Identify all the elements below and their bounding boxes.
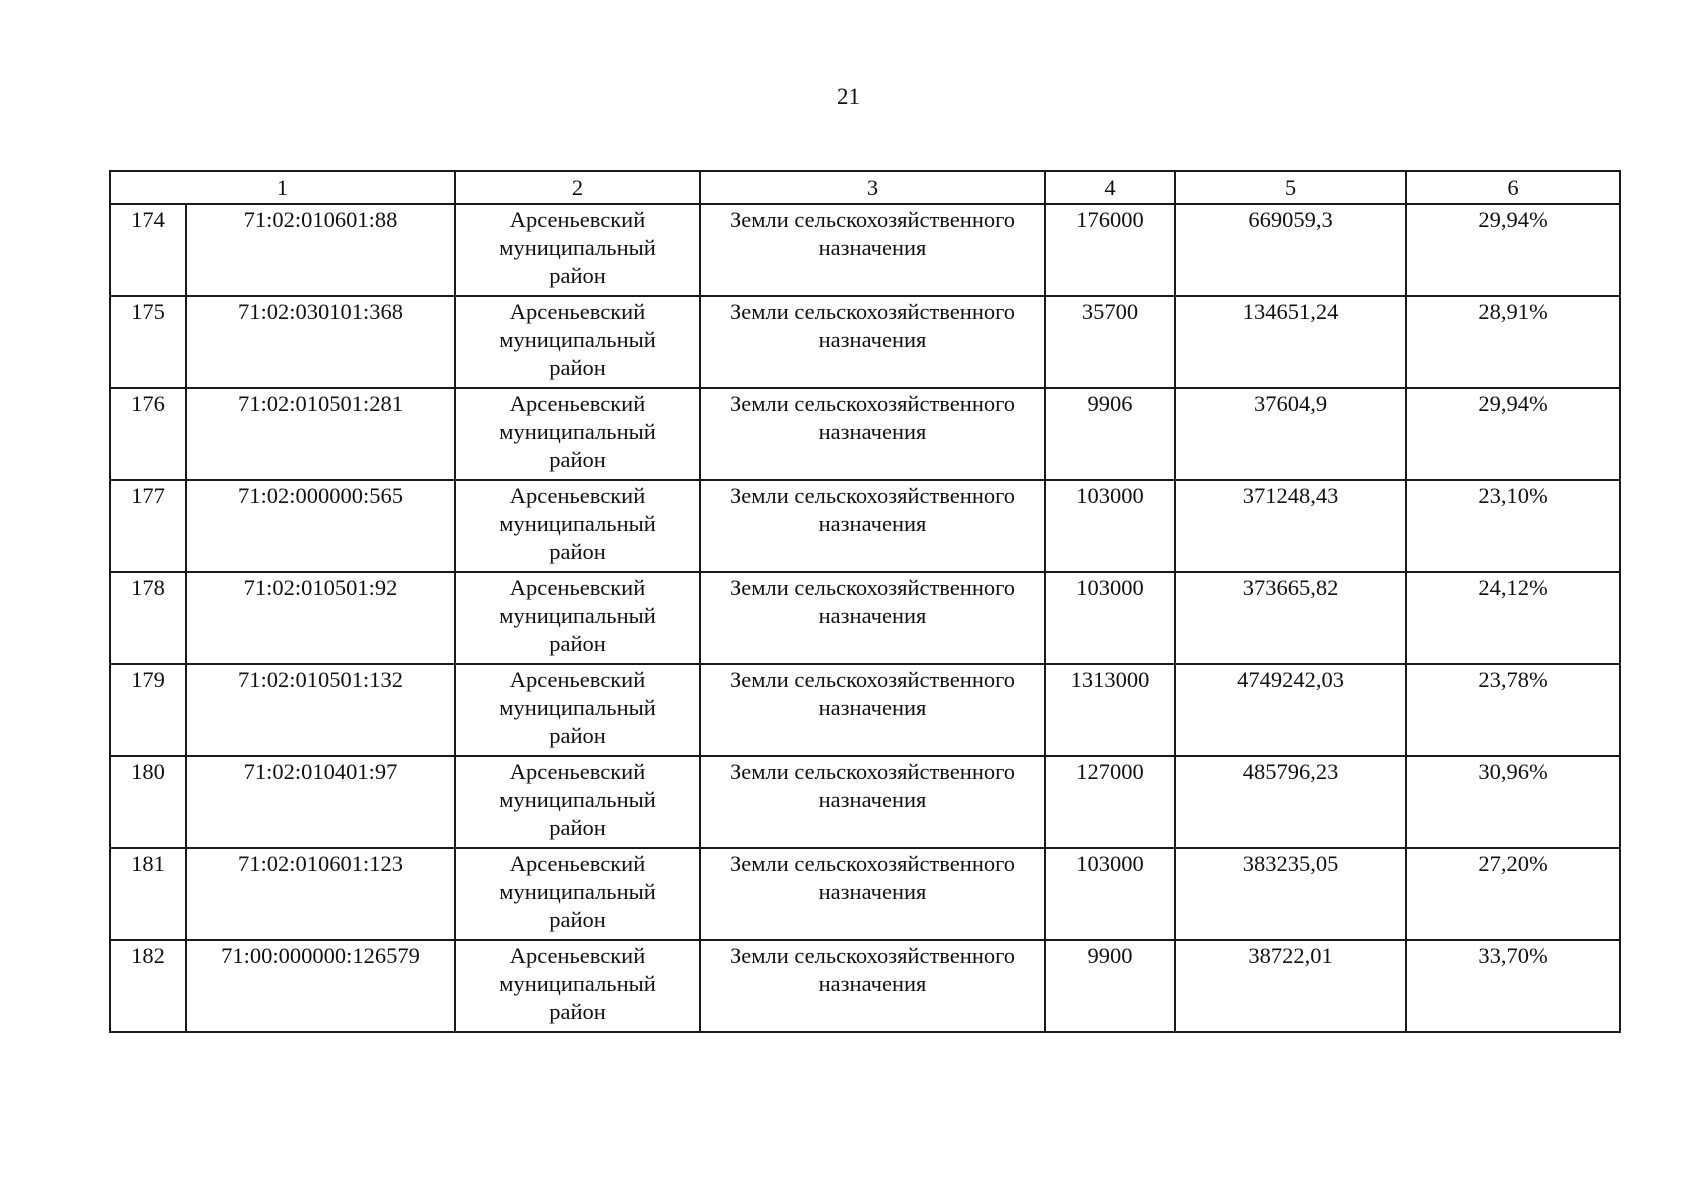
table-row xyxy=(110,664,1620,756)
cadastral-number: 71:02:000000:565 xyxy=(186,480,455,572)
district-line: район xyxy=(549,999,606,1024)
land-category-line: назначения xyxy=(818,327,927,352)
land-category-line: назначения xyxy=(818,419,927,444)
land-category-cell xyxy=(700,940,1045,1032)
land-category-cell xyxy=(700,664,1045,756)
value-cell: 371248,43 xyxy=(1175,480,1406,572)
district-line: муниципальный xyxy=(499,695,656,720)
cadastral-number: 71:02:010601:123 xyxy=(186,848,455,940)
area-cell: 176000 xyxy=(1045,204,1175,296)
row-number: 181 xyxy=(110,848,186,940)
table-body xyxy=(110,204,1620,1032)
land-category-cell xyxy=(700,572,1045,664)
land-category-line: назначения xyxy=(818,695,927,720)
percent-cell: 29,94% xyxy=(1406,204,1620,296)
district-line: муниципальный xyxy=(499,971,656,996)
district-line: район xyxy=(549,263,606,288)
table-header xyxy=(110,171,1620,204)
header-cell-2: 2 xyxy=(455,171,700,204)
percent-cell: 24,12% xyxy=(1406,572,1620,664)
district-line: Арсеньевский xyxy=(509,851,646,876)
table-row xyxy=(110,388,1620,480)
district-cell xyxy=(455,204,700,296)
row-number: 180 xyxy=(110,756,186,848)
row-number: 178 xyxy=(110,572,186,664)
percent-cell: 23,10% xyxy=(1406,480,1620,572)
table-row xyxy=(110,480,1620,572)
percent-cell: 27,20% xyxy=(1406,848,1620,940)
land-plots-table xyxy=(109,170,1621,1033)
district-line: муниципальный xyxy=(499,511,656,536)
district-line: муниципальный xyxy=(499,787,656,812)
area-cell: 9900 xyxy=(1045,940,1175,1032)
district-line: район xyxy=(549,815,606,840)
row-number: 176 xyxy=(110,388,186,480)
area-cell: 9906 xyxy=(1045,388,1175,480)
district-line: муниципальный xyxy=(499,235,656,260)
cadastral-number: 71:02:030101:368 xyxy=(186,296,455,388)
land-category-line: Земли сельскохозяйственного xyxy=(729,943,1016,968)
district-line: район xyxy=(549,723,606,748)
district-line: муниципальный xyxy=(499,879,656,904)
value-cell: 4749242,03 xyxy=(1175,664,1406,756)
area-cell: 103000 xyxy=(1045,572,1175,664)
land-category-cell xyxy=(700,756,1045,848)
district-cell xyxy=(455,940,700,1032)
land-category-cell xyxy=(700,388,1045,480)
row-number: 174 xyxy=(110,204,186,296)
cadastral-number: 71:00:000000:126579 xyxy=(186,940,455,1032)
district-cell xyxy=(455,572,700,664)
land-category-line: Земли сельскохозяйственного xyxy=(729,483,1016,508)
percent-cell: 30,96% xyxy=(1406,756,1620,848)
table-row xyxy=(110,848,1620,940)
district-line: район xyxy=(549,447,606,472)
table-row xyxy=(110,940,1620,1032)
header-cell-4: 4 xyxy=(1045,171,1175,204)
land-category-line: Земли сельскохозяйственного xyxy=(729,391,1016,416)
land-category-cell xyxy=(700,296,1045,388)
district-line: муниципальный xyxy=(499,419,656,444)
value-cell: 134651,24 xyxy=(1175,296,1406,388)
value-cell: 669059,3 xyxy=(1175,204,1406,296)
district-line: район xyxy=(549,631,606,656)
cadastral-number: 71:02:010501:92 xyxy=(186,572,455,664)
land-category-line: назначения xyxy=(818,603,927,628)
table-row xyxy=(110,572,1620,664)
land-category-line: назначения xyxy=(818,971,927,996)
area-cell: 103000 xyxy=(1045,480,1175,572)
district-line: Арсеньевский xyxy=(509,299,646,324)
land-category-line: Земли сельскохозяйственного xyxy=(729,299,1016,324)
land-category-line: Земли сельскохозяйственного xyxy=(729,207,1016,232)
cadastral-number: 71:02:010601:88 xyxy=(186,204,455,296)
table-row xyxy=(110,296,1620,388)
cadastral-number: 71:02:010501:281 xyxy=(186,388,455,480)
district-line: Арсеньевский xyxy=(509,667,646,692)
area-cell: 35700 xyxy=(1045,296,1175,388)
land-category-line: назначения xyxy=(818,879,927,904)
value-cell: 373665,82 xyxy=(1175,572,1406,664)
district-line: Арсеньевский xyxy=(509,207,646,232)
header-cell-5: 5 xyxy=(1175,171,1406,204)
land-category-line: Земли сельскохозяйственного xyxy=(729,851,1016,876)
value-cell: 37604,9 xyxy=(1175,388,1406,480)
cadastral-number: 71:02:010401:97 xyxy=(186,756,455,848)
percent-cell: 28,91% xyxy=(1406,296,1620,388)
land-category-line: Земли сельскохозяйственного xyxy=(729,575,1016,600)
district-line: муниципальный xyxy=(499,327,656,352)
land-category-line: Земли сельскохозяйственного xyxy=(729,759,1016,784)
row-number: 175 xyxy=(110,296,186,388)
land-category-line: назначения xyxy=(818,511,927,536)
percent-cell: 33,70% xyxy=(1406,940,1620,1032)
district-cell xyxy=(455,848,700,940)
table-row xyxy=(110,756,1620,848)
value-cell: 485796,23 xyxy=(1175,756,1406,848)
row-number: 182 xyxy=(110,940,186,1032)
district-cell xyxy=(455,756,700,848)
district-cell xyxy=(455,388,700,480)
land-category-cell xyxy=(700,204,1045,296)
land-category-line: Земли сельскохозяйственного xyxy=(729,667,1016,692)
value-cell: 38722,01 xyxy=(1175,940,1406,1032)
district-line: Арсеньевский xyxy=(509,483,646,508)
district-line: район xyxy=(549,355,606,380)
district-cell xyxy=(455,296,700,388)
district-line: Арсеньевский xyxy=(509,575,646,600)
land-category-line: назначения xyxy=(818,787,927,812)
land-category-cell xyxy=(700,480,1045,572)
header-cell-3: 3 xyxy=(700,171,1045,204)
row-number: 177 xyxy=(110,480,186,572)
cadastral-number: 71:02:010501:132 xyxy=(186,664,455,756)
district-cell xyxy=(455,480,700,572)
district-line: муниципальный xyxy=(499,603,656,628)
area-cell: 1313000 xyxy=(1045,664,1175,756)
header-row xyxy=(110,171,1620,204)
header-cell-6: 6 xyxy=(1406,171,1620,204)
page-number: 21 xyxy=(837,84,860,109)
value-cell: 383235,05 xyxy=(1175,848,1406,940)
district-line: район xyxy=(549,539,606,564)
land-category-line: назначения xyxy=(818,235,927,260)
table-row xyxy=(110,204,1620,296)
header-cell-1: 1 xyxy=(110,171,455,204)
district-line: район xyxy=(549,907,606,932)
district-line: Арсеньевский xyxy=(509,759,646,784)
district-line: Арсеньевский xyxy=(509,391,646,416)
percent-cell: 29,94% xyxy=(1406,388,1620,480)
percent-cell: 23,78% xyxy=(1406,664,1620,756)
row-number: 179 xyxy=(110,664,186,756)
district-line: Арсеньевский xyxy=(509,943,646,968)
district-cell xyxy=(455,664,700,756)
area-cell: 103000 xyxy=(1045,848,1175,940)
area-cell: 127000 xyxy=(1045,756,1175,848)
land-category-cell xyxy=(700,848,1045,940)
